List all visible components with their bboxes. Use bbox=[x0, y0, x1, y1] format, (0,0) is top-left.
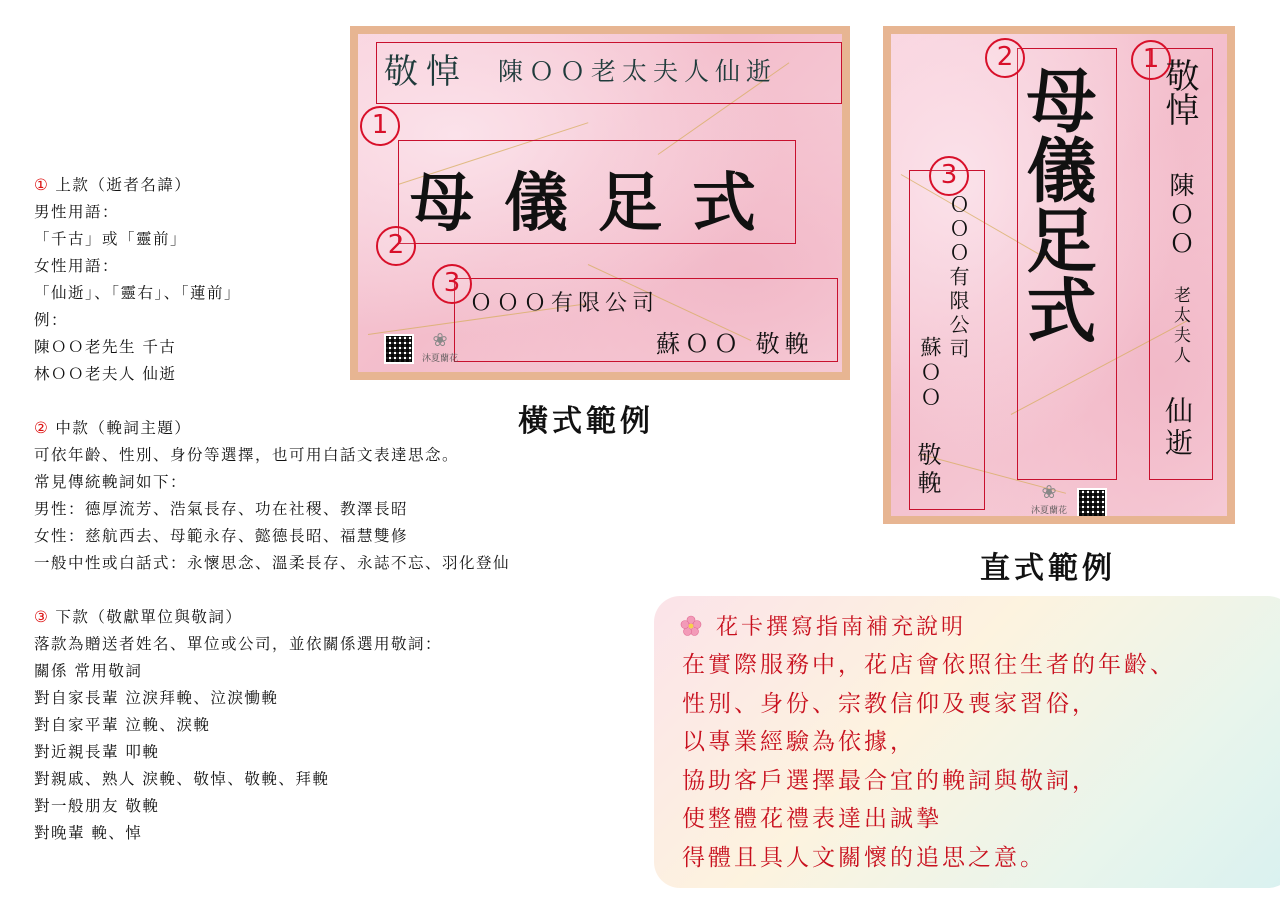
note-line: 協助客戶選擇最合宜的輓詞與敬詞， bbox=[682, 767, 1098, 794]
logo-text: 沐夏蘭花 bbox=[421, 354, 458, 364]
guide-line: 對自家平輩 泣輓、淚輓 bbox=[34, 716, 211, 734]
supplement-note bbox=[654, 596, 1280, 888]
upper-prefix: 敬悼 bbox=[384, 52, 468, 92]
guide-line: 可依年齡、性別、身份等選擇，也可用白話文表達思念。 bbox=[34, 446, 460, 464]
main-phrase: 母儀足式 bbox=[1015, 64, 1098, 344]
card-background bbox=[358, 34, 842, 372]
logo bbox=[1027, 482, 1071, 516]
guide-line: 林ＯＯ老夫人 仙逝 bbox=[34, 365, 177, 383]
logo-text: 沐夏蘭花 bbox=[1030, 506, 1067, 516]
note-line: 以專業經驗為依據， bbox=[682, 729, 916, 755]
lotus-icon: ❀ bbox=[432, 330, 448, 351]
logo bbox=[418, 330, 462, 364]
guide-line: 一般中性或白話式：永懷思念、溫柔長存、永誌不忘、羽化登仙 bbox=[34, 554, 511, 572]
guide-line: 對近親長輩 叩輓 bbox=[34, 743, 160, 761]
section-heading: ① 上款（逝者名諱） bbox=[34, 176, 192, 194]
guide-line: 「仙逝」、「靈右」、「蓮前」 bbox=[34, 284, 242, 302]
signer-end: 敬輓 bbox=[913, 442, 941, 498]
horizontal-caption: 橫式範例 bbox=[518, 404, 654, 439]
guide-line: 對自家長輩 泣淚拜輓、泣淚慟輓 bbox=[34, 689, 279, 707]
guide-line: 女性：慈航西去、母範永存、懿德長昭、福慧雙修 bbox=[34, 527, 409, 545]
guide-line: 對晚輩 輓、悼 bbox=[34, 824, 143, 842]
vertical-caption: 直式範例 bbox=[980, 551, 1116, 586]
marker-3: 3 bbox=[929, 156, 969, 196]
guide-line: 「千古」或「靈前」 bbox=[34, 230, 188, 248]
guide-line: 女性用語： bbox=[34, 257, 120, 275]
marker-1: 1 bbox=[1131, 40, 1171, 80]
guide-line: 常見傳統輓詞如下： bbox=[34, 473, 188, 491]
note-body bbox=[682, 646, 1176, 877]
marker-2: 2 bbox=[985, 38, 1025, 78]
guide-line: 落款為贈送者姓名、單位或公司，並依關係選用敬詞： bbox=[34, 635, 443, 653]
section-heading: ③ 下款（敬獻單位與敬詞） bbox=[34, 608, 243, 626]
lotus-icon: ❀ bbox=[1041, 482, 1057, 503]
card-background bbox=[891, 34, 1227, 516]
qr-code-icon bbox=[384, 334, 414, 364]
upper-name: 陳ＯＯ老太夫人仙逝 bbox=[498, 57, 778, 86]
note-line: 性別、身份、宗教信仰及喪家習俗， bbox=[682, 690, 1098, 717]
signer: 蘇ＯＯ bbox=[918, 336, 942, 411]
main-phrase: 母儀足式 bbox=[410, 166, 786, 241]
note-line: 得體且具人文關懷的追思之意。 bbox=[682, 844, 1046, 871]
note-title: 花卡撰寫指南補充說明 bbox=[680, 610, 966, 641]
upper-name: 陳ＯＯ bbox=[1166, 172, 1195, 259]
guide-line: 男性用語： bbox=[34, 203, 120, 221]
marker-2: 2 bbox=[376, 226, 416, 266]
guide-line: 對親戚、熟人 淚輓、敬悼、敬輓、拜輓 bbox=[34, 770, 330, 788]
section-heading: ② 中款（輓詞主題） bbox=[34, 419, 192, 437]
guide-line: 陳ＯＯ老先生 千古 bbox=[34, 338, 177, 356]
marker-1: 1 bbox=[360, 106, 400, 146]
guide-line: 對一般朋友 敬輓 bbox=[34, 797, 160, 815]
note-line: 使整體花禮表達出誠摯 bbox=[682, 806, 942, 832]
horizontal-card bbox=[350, 26, 850, 380]
company-name: ＯＯＯ有限公司 bbox=[946, 194, 970, 362]
upper-end: 仙逝 bbox=[1161, 396, 1194, 460]
cherry-blossom-icon bbox=[680, 615, 702, 637]
company-name: ＯＯＯ有限公司 bbox=[470, 291, 660, 316]
upper-prefix: 敬悼 bbox=[1159, 58, 1199, 126]
vertical-card bbox=[883, 26, 1235, 524]
guide-line: 例： bbox=[34, 311, 69, 329]
section-lower bbox=[34, 604, 644, 847]
upper-title: 老太夫人 bbox=[1170, 286, 1190, 366]
marker-3: 3 bbox=[432, 264, 472, 304]
qr-code-icon bbox=[1077, 488, 1107, 516]
guide-line: 關係 常用敬詞 bbox=[34, 662, 143, 680]
signer: 蘇ＯＯ 敬輓 bbox=[656, 330, 814, 358]
note-line: 在實際服務中，花店會依照往生者的年齡、 bbox=[682, 652, 1176, 678]
guide-line: 男性：德厚流芳、浩氣長存、功在社稷、教澤長昭 bbox=[34, 500, 409, 518]
